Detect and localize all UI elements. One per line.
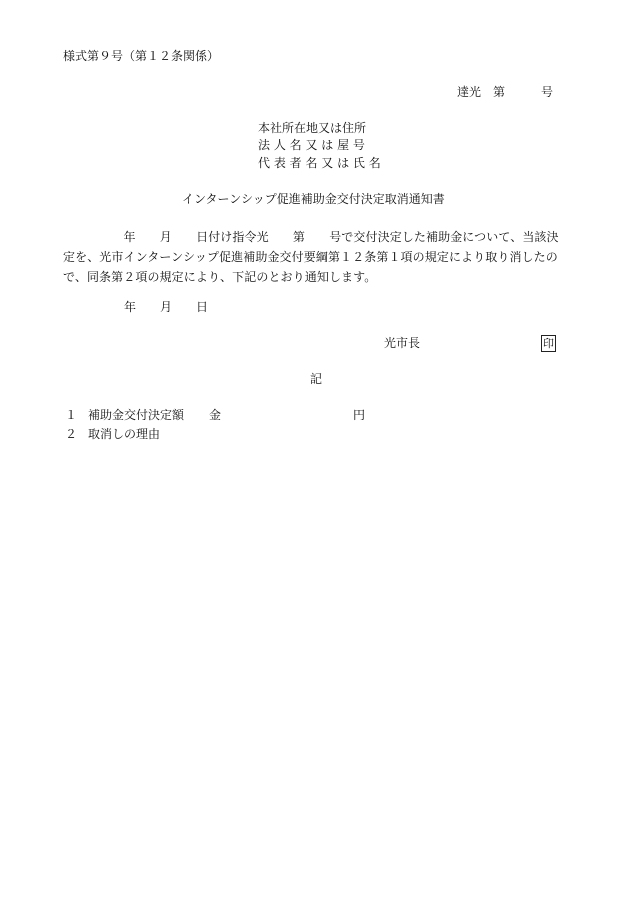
ki-heading: 記 — [310, 372, 323, 386]
recipient-address-label: 本社所在地又は住所 — [258, 121, 367, 135]
item-1-value: 金 円 — [209, 408, 366, 422]
notice-body — [63, 227, 569, 287]
notice-body-line-2: 定を、光市インターンシップ促進補助金交付要綱第１２条第１項の規定により取り消したの — [63, 250, 558, 264]
document-number: 達光 第 号 — [457, 85, 554, 99]
form-number: 様式第９号（第１２条関係） — [63, 49, 220, 63]
issuer-name: 光市長 — [384, 336, 421, 350]
seal-mark: 印 — [543, 337, 554, 350]
item-1-number: １ — [65, 408, 78, 422]
recipient-representative-label: 代 表 者 名 又 は 氏 名 — [258, 156, 381, 170]
notice-body-line-3: で、同条第２項の規定により、下記のとおり通知します。 — [63, 270, 377, 284]
notice-body-line-1: 年 月 日付け指令光 第 号で交付決定した補助金について、当該決 — [63, 230, 559, 244]
item-2-label: 取消しの理由 — [88, 427, 161, 441]
item-2-number: ２ — [65, 427, 78, 441]
item-1-label: 補助金交付決定額 — [88, 408, 185, 422]
recipient-name-label: 法 人 名 又 は 屋 号 — [258, 138, 365, 152]
document-title: インターンシップ促進補助金交付決定取消通知書 — [182, 192, 445, 206]
date-line: 年 月 日 — [124, 300, 209, 314]
